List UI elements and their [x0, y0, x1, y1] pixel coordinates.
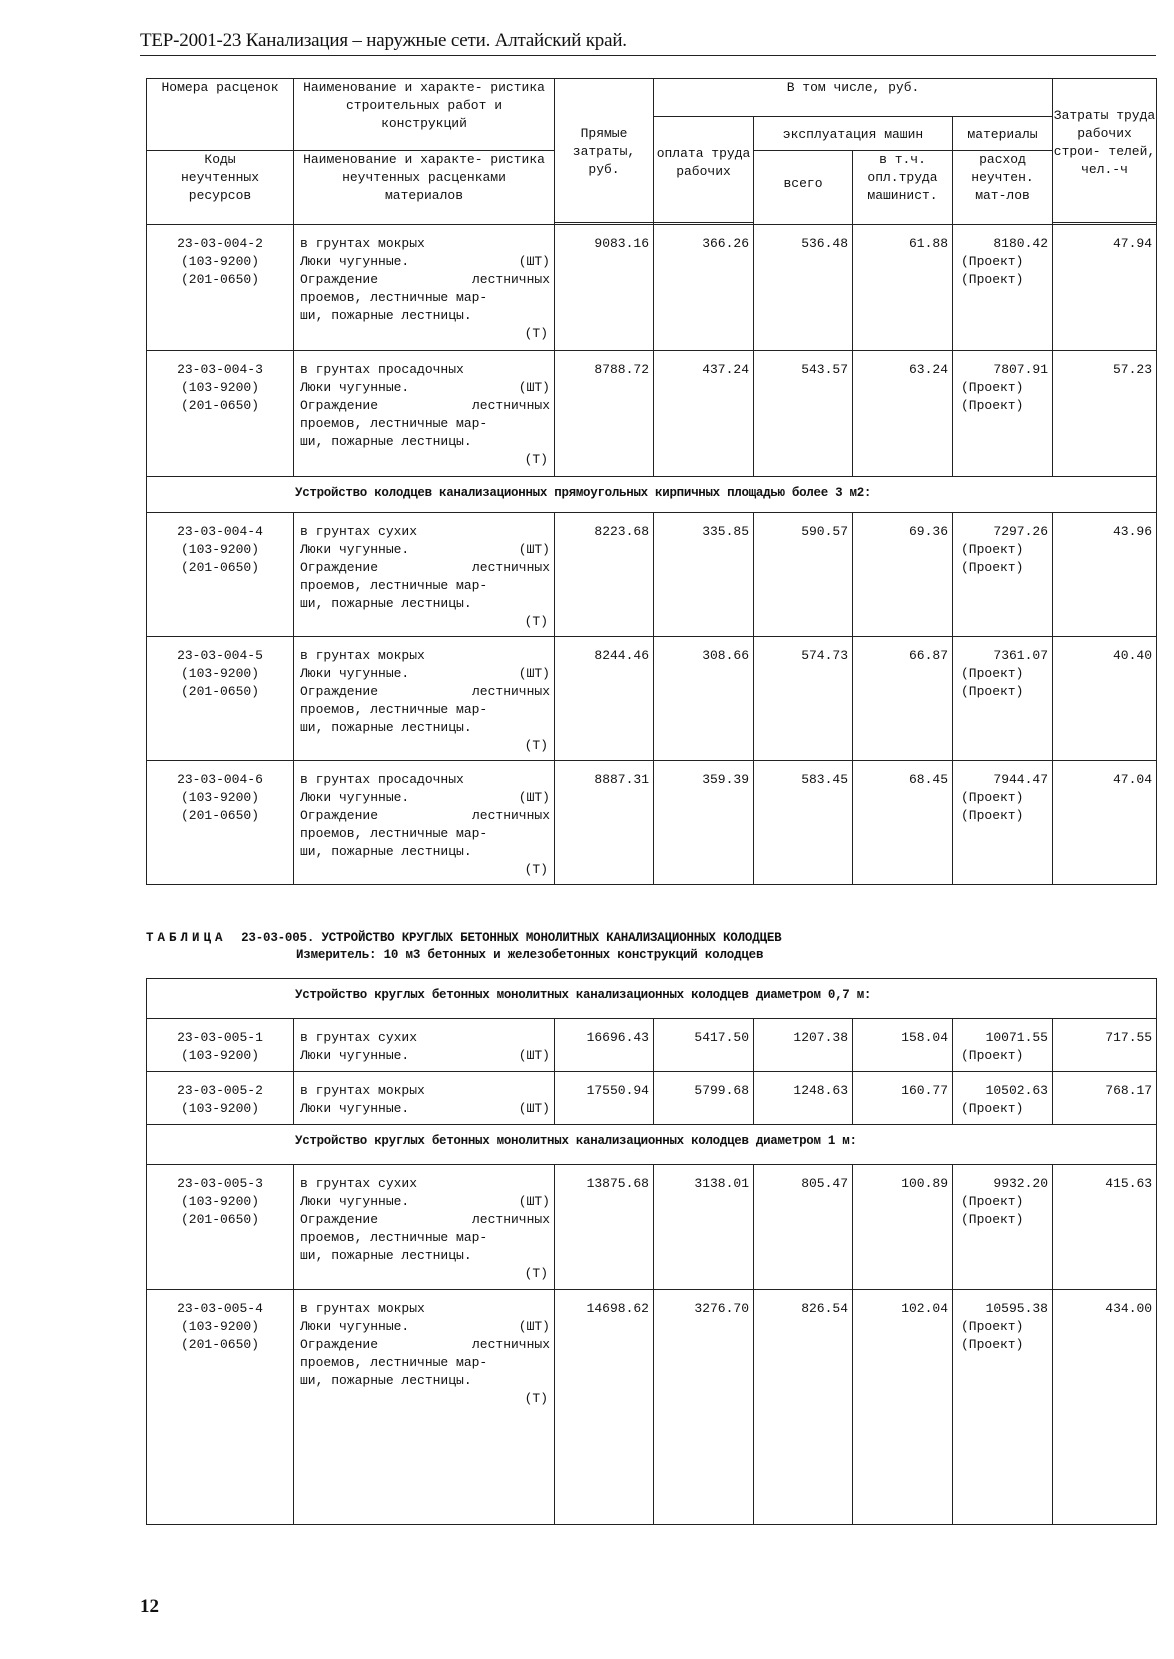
direct-costs-cell: 8223.68 [555, 513, 654, 637]
labor-pay-cell: 437.24 [654, 351, 754, 477]
project-note: (Проект) [961, 808, 1024, 823]
direct-costs-cell: 14698.62 [555, 1290, 654, 1525]
resource-code: 23-03-004-6 [177, 772, 263, 787]
hatch-unit: (ШТ) [518, 1319, 550, 1334]
fence-line-3: ши, пожарные лестницы. [300, 1373, 472, 1388]
fence-line-2: проемов, лестничные мар- [300, 416, 488, 431]
header-material-name: Наименование и характе- ристика неучтенных расценками материалов [294, 151, 555, 225]
machine-total-cell: 826.54 [754, 1290, 853, 1525]
fence-line-3: ши, пожарные лестницы. [300, 1248, 472, 1263]
header-row-lower [147, 151, 1157, 225]
fence-line-2: проемов, лестничные мар- [300, 1230, 488, 1245]
materials-cell [953, 513, 1053, 637]
materials-cell [953, 1019, 1053, 1072]
description-cell [294, 1019, 555, 1072]
table-row [147, 513, 1157, 637]
project-note: (Проект) [961, 684, 1024, 699]
table-row [147, 351, 1157, 477]
fence-label: Ограждение [300, 1337, 379, 1352]
fence-unit: (Т) [524, 452, 548, 467]
fence-label-b: лестничных [471, 1212, 550, 1227]
project-note: (Проект) [961, 790, 1024, 805]
hatch-label: Люки чугунные. [300, 1101, 410, 1116]
header-rate-numbers: Номера расценок [147, 79, 294, 151]
project-note: (Проект) [961, 1319, 1024, 1334]
machine-operators-cell: 160.77 [853, 1072, 953, 1125]
rates-body-23-03-004 [146, 224, 1157, 885]
project-note: (Проект) [961, 380, 1024, 395]
resource-code: (201-0650) [180, 1212, 259, 1227]
table-row [147, 637, 1157, 761]
resource-code: 23-03-004-3 [177, 362, 263, 377]
ground-condition: в грунтах просадочных [300, 772, 464, 787]
hatch-label: Люки чугунные. [300, 1194, 410, 1209]
machine-total-cell: 590.57 [754, 513, 853, 637]
fence-line-3: ши, пожарные лестницы. [300, 844, 472, 859]
resource-code: (201-0650) [180, 808, 259, 823]
resource-code: (201-0650) [180, 1337, 259, 1352]
hatch-unit: (ШТ) [518, 254, 550, 269]
header-rule [140, 55, 1156, 56]
rate-code-cell [147, 761, 294, 885]
fence-line-3: ши, пожарные лестницы. [300, 434, 472, 449]
description-cell [294, 761, 555, 885]
fence-label: Ограждение [300, 272, 379, 287]
fence-line-3: ши, пожарные лестницы. [300, 596, 472, 611]
machine-total-cell: 805.47 [754, 1165, 853, 1290]
rates-body-23-03-005 [146, 978, 1157, 1525]
labor-hours-cell: 415.63 [1053, 1165, 1157, 1290]
machine-operators-cell: 102.04 [853, 1290, 953, 1525]
description-cell [294, 513, 555, 637]
materials-value: 10502.63 [985, 1083, 1048, 1098]
header-materials: материалы [953, 117, 1053, 151]
rate-code-cell [147, 513, 294, 637]
direct-costs-cell: 9083.16 [555, 225, 654, 351]
header-machine-ops: эксплуатация машин [754, 117, 953, 151]
resource-code: 23-03-005-4 [177, 1301, 263, 1316]
resource-code: 23-03-004-4 [177, 524, 263, 539]
section-row [147, 979, 1157, 1019]
description-cell [294, 351, 555, 477]
rate-code-cell [147, 1019, 294, 1072]
section-row [147, 1125, 1157, 1165]
header-row-1 [147, 79, 1157, 117]
table-row [147, 225, 1157, 351]
resource-code: 23-03-005-1 [177, 1030, 263, 1045]
fence-label-b: лестничных [471, 272, 550, 287]
header-materials-sub: расход неучтен. мат-лов [953, 151, 1053, 225]
hatch-unit: (ШТ) [518, 1194, 550, 1209]
resource-code: (103-9200) [180, 1101, 259, 1116]
resource-code: 23-03-004-2 [177, 236, 263, 251]
project-note: (Проект) [961, 398, 1024, 413]
machine-operators-cell: 158.04 [853, 1019, 953, 1072]
materials-cell [953, 1165, 1053, 1290]
resource-code: (103-9200) [180, 1194, 259, 1209]
labor-pay-cell: 5417.50 [654, 1019, 754, 1072]
resource-code: (103-9200) [180, 790, 259, 805]
materials-cell [953, 1072, 1053, 1125]
fence-label: Ограждение [300, 684, 379, 699]
materials-value: 10595.38 [985, 1301, 1048, 1316]
machine-operators-cell: 61.88 [853, 225, 953, 351]
rate-code-cell [147, 225, 294, 351]
fence-label-b: лестничных [471, 808, 550, 823]
rate-code-cell [147, 1165, 294, 1290]
header-direct-costs-cont [555, 151, 654, 225]
resource-code: 23-03-005-3 [177, 1176, 263, 1191]
fence-unit: (Т) [524, 614, 548, 629]
fence-line-3: ши, пожарные лестницы. [300, 308, 472, 323]
machine-operators-cell: 68.45 [853, 761, 953, 885]
labor-hours-cell: 434.00 [1053, 1290, 1157, 1525]
materials-value: 7297.26 [993, 524, 1048, 539]
header-resource-codes: Коды неучтенных ресурсов [147, 151, 294, 225]
machine-total-cell: 1207.38 [754, 1019, 853, 1072]
materials-cell [953, 351, 1053, 477]
hatch-unit: (ШТ) [518, 666, 550, 681]
hatch-unit: (ШТ) [518, 1048, 550, 1063]
fence-unit: (Т) [524, 1266, 548, 1281]
direct-costs-cell: 13875.68 [555, 1165, 654, 1290]
hatch-unit: (ШТ) [518, 380, 550, 395]
ground-condition: в грунтах мокрых [300, 1083, 425, 1098]
project-note: (Проект) [961, 1101, 1024, 1116]
fence-label-b: лестничных [471, 398, 550, 413]
labor-hours-cell: 768.17 [1053, 1072, 1157, 1125]
caption-unit: Измеритель: 10 м3 бетонных и железобетонных конструкций колодцев [296, 948, 764, 962]
description-cell [294, 1165, 555, 1290]
ground-condition: в грунтах сухих [300, 1176, 418, 1191]
header-labor-costs-cont [1053, 151, 1157, 225]
project-note: (Проект) [961, 542, 1024, 557]
hatch-unit: (ШТ) [518, 542, 550, 557]
resource-code: (201-0650) [180, 398, 259, 413]
project-note: (Проект) [961, 1337, 1024, 1352]
machine-operators-cell: 100.89 [853, 1165, 953, 1290]
table-row [147, 1072, 1157, 1125]
fence-line-2: проемов, лестничные мар- [300, 290, 488, 305]
project-note: (Проект) [961, 272, 1024, 287]
header-labor-pay: оплата труда рабочих [654, 117, 754, 223]
header-direct-costs: Прямые затраты, руб. [555, 79, 654, 223]
direct-costs-cell: 8788.72 [555, 351, 654, 477]
caption-title: 23-03-005. УСТРОЙСТВО КРУГЛЫХ БЕТОННЫХ МОНОЛИТНЫХ КАНАЛИЗАЦИОННЫХ КОЛОДЦЕВ [241, 931, 782, 945]
fence-unit: (Т) [524, 326, 548, 341]
ground-condition: в грунтах сухих [300, 524, 418, 539]
project-note: (Проект) [961, 666, 1024, 681]
labor-pay-cell: 3276.70 [654, 1290, 754, 1525]
resource-code: (103-9200) [180, 666, 259, 681]
materials-cell [953, 225, 1053, 351]
project-note: (Проект) [961, 1212, 1024, 1227]
hatch-label: Люки чугунные. [300, 254, 410, 269]
direct-costs-cell: 16696.43 [555, 1019, 654, 1072]
rate-code-cell [147, 637, 294, 761]
machine-total-cell: 536.48 [754, 225, 853, 351]
fence-line-2: проемов, лестничные мар- [300, 578, 488, 593]
hatch-unit: (ШТ) [518, 790, 550, 805]
materials-value: 9932.20 [993, 1176, 1048, 1191]
labor-pay-cell: 3138.01 [654, 1165, 754, 1290]
labor-hours-cell: 43.96 [1053, 513, 1157, 637]
section-title: Устройство круглых бетонных монолитных канализационных колодцев диаметром 1 м: [147, 1125, 1157, 1165]
direct-costs-cell: 8244.46 [555, 637, 654, 761]
fence-line-2: проемов, лестничные мар- [300, 1355, 488, 1370]
materials-cell [953, 1290, 1053, 1525]
ground-condition: в грунтах мокрых [300, 236, 425, 251]
labor-pay-cell: 308.66 [654, 637, 754, 761]
materials-value: 7361.07 [993, 648, 1048, 663]
description-cell [294, 225, 555, 351]
description-cell [294, 1072, 555, 1125]
section-row [147, 477, 1157, 513]
labor-hours-cell: 40.40 [1053, 637, 1157, 761]
materials-value: 8180.42 [993, 236, 1048, 251]
hatch-label: Люки чугунные. [300, 790, 410, 805]
machine-total-cell: 543.57 [754, 351, 853, 477]
labor-pay-cell: 335.85 [654, 513, 754, 637]
section-title: Устройство круглых бетонных монолитных канализационных колодцев диаметром 0,7 м: [147, 979, 1157, 1019]
description-cell [294, 1290, 555, 1525]
running-header: ТЕР-2001-23 Канализация – наружные сети. Алтайский край. [140, 30, 627, 51]
fence-line-2: проемов, лестничные мар- [300, 702, 488, 717]
ground-condition: в грунтах мокрых [300, 648, 425, 663]
fence-label-b: лестничных [471, 560, 550, 575]
labor-pay-cell: 5799.68 [654, 1072, 754, 1125]
header-work-name: Наименование и характе- ристика строительных работ и конструкций [294, 79, 555, 151]
section-title: Устройство колодцев канализационных прямоугольных кирпичных площадью более 3 м2: [147, 477, 1157, 513]
resource-code: (201-0650) [180, 272, 259, 287]
labor-hours-cell: 717.55 [1053, 1019, 1157, 1072]
fence-label: Ограждение [300, 398, 379, 413]
hatch-label: Люки чугунные. [300, 1048, 410, 1063]
materials-value: 7944.47 [993, 772, 1048, 787]
header-labor-pay-cont [654, 151, 754, 225]
hatch-label: Люки чугунные. [300, 1319, 410, 1334]
rate-code-cell [147, 351, 294, 477]
header-machine-operators: в т.ч. опл.труда машинист. [853, 151, 953, 225]
labor-pay-cell: 366.26 [654, 225, 754, 351]
header-including: В том числе, руб. [654, 79, 1053, 117]
ground-condition: в грунтах сухих [300, 1030, 418, 1045]
fence-label: Ограждение [300, 1212, 379, 1227]
hatch-label: Люки чугунные. [300, 380, 410, 395]
fence-unit: (Т) [524, 862, 548, 877]
hatch-unit: (ШТ) [518, 1101, 550, 1116]
resource-code: (103-9200) [180, 1319, 259, 1334]
project-note: (Проект) [961, 1048, 1024, 1063]
materials-cell [953, 637, 1053, 761]
machine-total-cell: 1248.63 [754, 1072, 853, 1125]
project-note: (Проект) [961, 560, 1024, 575]
resource-code: (103-9200) [180, 542, 259, 557]
resource-code: 23-03-005-2 [177, 1083, 263, 1098]
project-note: (Проект) [961, 1194, 1024, 1209]
machine-total-cell: 574.73 [754, 637, 853, 761]
hatch-label: Люки чугунные. [300, 666, 410, 681]
resource-code: 23-03-004-5 [177, 648, 263, 663]
resource-code: (103-9200) [180, 380, 259, 395]
labor-hours-cell: 47.94 [1053, 225, 1157, 351]
rate-code-cell [147, 1072, 294, 1125]
table-row [147, 1290, 1157, 1525]
materials-cell [953, 761, 1053, 885]
materials-value: 10071.55 [985, 1030, 1048, 1045]
machine-operators-cell: 63.24 [853, 351, 953, 477]
caption-lead: ТАБЛИЦА [146, 931, 227, 945]
header-lower [146, 150, 1157, 225]
resource-code: (103-9200) [180, 1048, 259, 1063]
fence-label-b: лестничных [471, 684, 550, 699]
direct-costs-cell: 17550.94 [555, 1072, 654, 1125]
page-number: 12 [140, 1596, 159, 1617]
fence-line-2: проемов, лестничные мар- [300, 826, 488, 841]
labor-hours-cell: 47.04 [1053, 761, 1157, 885]
machine-total-cell: 583.45 [754, 761, 853, 885]
fence-label-b: лестничных [471, 1337, 550, 1352]
header-labor-costs: Затраты труда рабочих строи- телей, чел.-ч [1053, 79, 1157, 223]
fence-label: Ограждение [300, 808, 379, 823]
labor-pay-cell: 359.39 [654, 761, 754, 885]
fence-unit: (Т) [524, 1391, 548, 1406]
resource-code: (201-0650) [180, 560, 259, 575]
resource-code: (201-0650) [180, 684, 259, 699]
ground-condition: в грунтах просадочных [300, 362, 464, 377]
table-caption [146, 930, 781, 964]
fence-line-3: ши, пожарные лестницы. [300, 720, 472, 735]
header-machine-total: всего [754, 151, 853, 225]
labor-hours-cell: 57.23 [1053, 351, 1157, 477]
table-row [147, 761, 1157, 885]
hatch-label: Люки чугунные. [300, 542, 410, 557]
project-note: (Проект) [961, 254, 1024, 269]
fence-unit: (Т) [524, 738, 548, 753]
direct-costs-cell: 8887.31 [555, 761, 654, 885]
rate-code-cell [147, 1290, 294, 1525]
table-row [147, 1019, 1157, 1072]
table-row [147, 1165, 1157, 1290]
machine-operators-cell: 66.87 [853, 637, 953, 761]
fence-label: Ограждение [300, 560, 379, 575]
machine-operators-cell: 69.36 [853, 513, 953, 637]
ground-condition: в грунтах мокрых [300, 1301, 425, 1316]
description-cell [294, 637, 555, 761]
resource-code: (103-9200) [180, 254, 259, 269]
materials-value: 7807.91 [993, 362, 1048, 377]
